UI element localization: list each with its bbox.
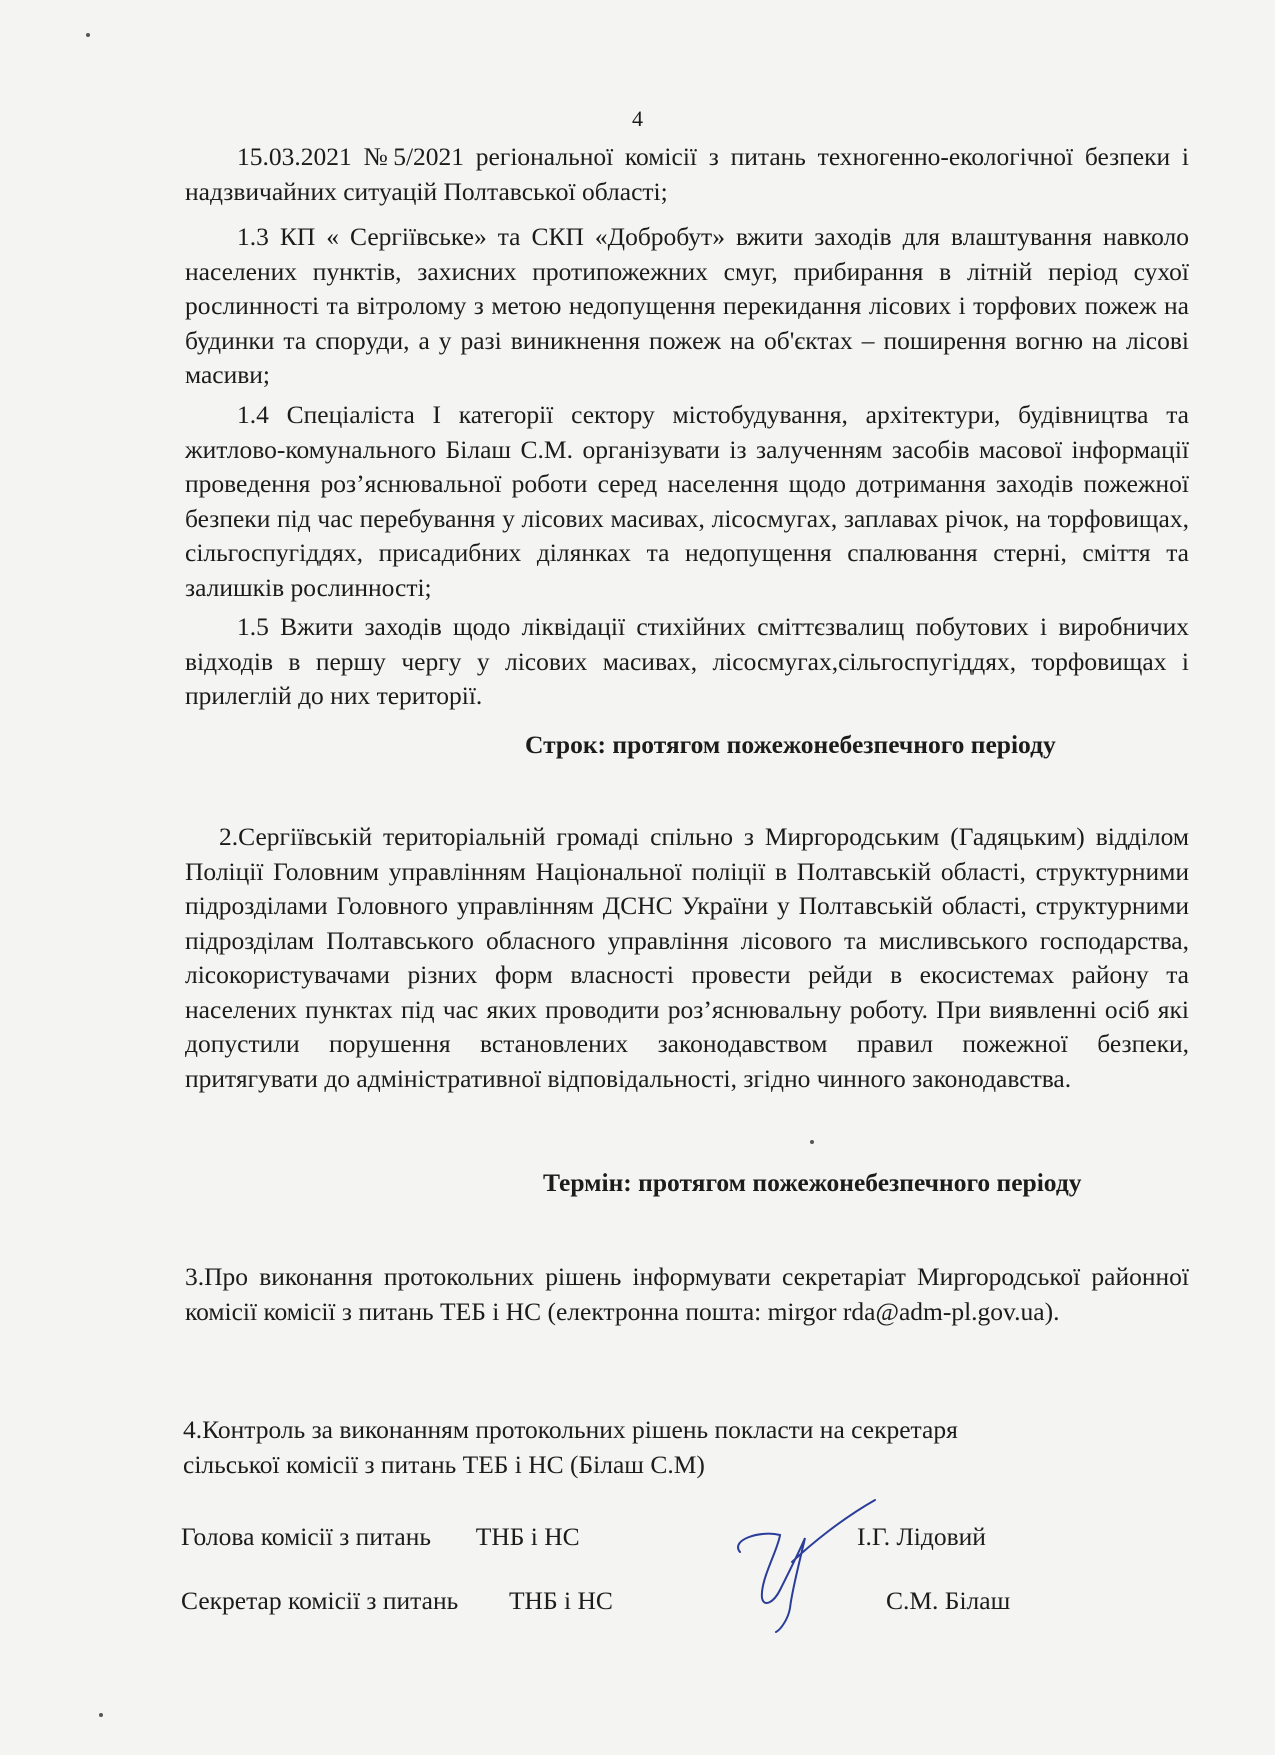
secretary-signature-row [181, 1584, 613, 1618]
paragraph-2-text: 2.Сергіївській територіальній громаді спільно з Миргородським (Гадяцьким) відділом Поліції Головним управлінням Національної поліції в Полтавській області, структурними підрозділами Головного управлінням ДСНС України у Полтавській області, структурними підрозділам Полтавського обласного управління лісового та мисливського господарства, лісокористувачами різних форм власності провести рейди в екосистемах району та населених пунктах під час яких проводити роз’яснювальну роботу. При виявленні осіб які допустили порушення встановлених законодавством правил пожежної безпеки, притягувати до адміністративної відповідальності, згідно чинного законодавства. [185, 822, 1189, 1093]
secretary-name: С.М. Білаш [886, 1586, 1011, 1615]
paragraph-1-3-text: 1.3 КП « Сергіївське» та СКП «Добробут» вжити заходів для влаштування навколо населених пунктів, захисних протипожежних смуг, прибирання в літній період сухої рослинності та вітролому з метою недопущення перекидання лісових і торфових пожеж на будинки та споруди, а у разі виникнення пожеж на об'єктах – поширення вогню на лісові масиви; [185, 222, 1189, 389]
secretary-title: Секретар комісії з питань [181, 1586, 459, 1615]
chair-title: Голова комісії з питань [181, 1522, 432, 1551]
page-number: 4 [632, 106, 643, 131]
paragraph-1-5-text: 1.5 Вжити заходів щодо ліквідації стихійних сміттєзвалищ побутових і виробничих відходів в першу чергу у лісових масивах, лісосмугах,сільгоспугіддях, торфовищах і прилеглій до них території. [185, 612, 1189, 710]
scan-speck [99, 1713, 103, 1717]
paragraph-1-5 [185, 610, 1189, 714]
intro-paragraph [185, 140, 1189, 209]
chair-commission-abbr: ТНБ і НС [475, 1522, 580, 1551]
chair-signature-row [181, 1520, 580, 1554]
paragraph-4-line-2: сільської комісії з питань ТЕБ і НС (Білаш С.М) [183, 1449, 705, 1479]
paragraph-1-3 [185, 220, 1189, 393]
paragraph-1-4-text: 1.4 Спеціаліста І категорії сектору містобудування, архітектури, будівництва та житлово-комунального Білаш С.М. організувати із залученням засобів масової інформації проведення роз’яснювальної роботи серед населення щодо дотримання заходів пожежної безпеки під час перебування у лісових масивах, лісосмугах, заплавах річок, на торфовищах, сільгоспугіддях, присадибних ділянках та недопущення спалювання стерні, сміття та залишків рослинності; [185, 400, 1189, 602]
paragraph-3-text: 3.Про виконання протокольних рішень інформувати секретаріат Миргородської районної комісії комісії з питань ТЕБ і НС (електронна пошта: mirgor rda@adm-pl.gov.ua). [185, 1262, 1189, 1326]
intro-text: 15.03.2021 №5/2021 регіональної комісії з питань техногенно-екологічної безпеки і надзвичайних ситуацій Полтавської області; [185, 142, 1189, 206]
chair-name: І.Г. Лідовий [857, 1522, 986, 1551]
handwritten-signature [700, 1490, 890, 1640]
scan-speck [810, 1140, 814, 1144]
deadline-1: Строк: протягом пожежонебезпечного періоду [525, 730, 1056, 759]
paragraph-1-4 [185, 398, 1189, 605]
paragraph-2 [185, 820, 1189, 1096]
secretary-commission-abbr: ТНБ і НС [508, 1586, 613, 1615]
paragraph-3 [185, 1260, 1189, 1329]
scan-speck [86, 33, 90, 37]
paragraph-4-line-1: 4.Контроль за виконанням протокольних рішень покласти на секретаря [183, 1415, 958, 1444]
deadline-2: Термін: протягом пожежонебезпечного періоду [543, 1168, 1082, 1197]
paragraph-4 [183, 1413, 1187, 1482]
